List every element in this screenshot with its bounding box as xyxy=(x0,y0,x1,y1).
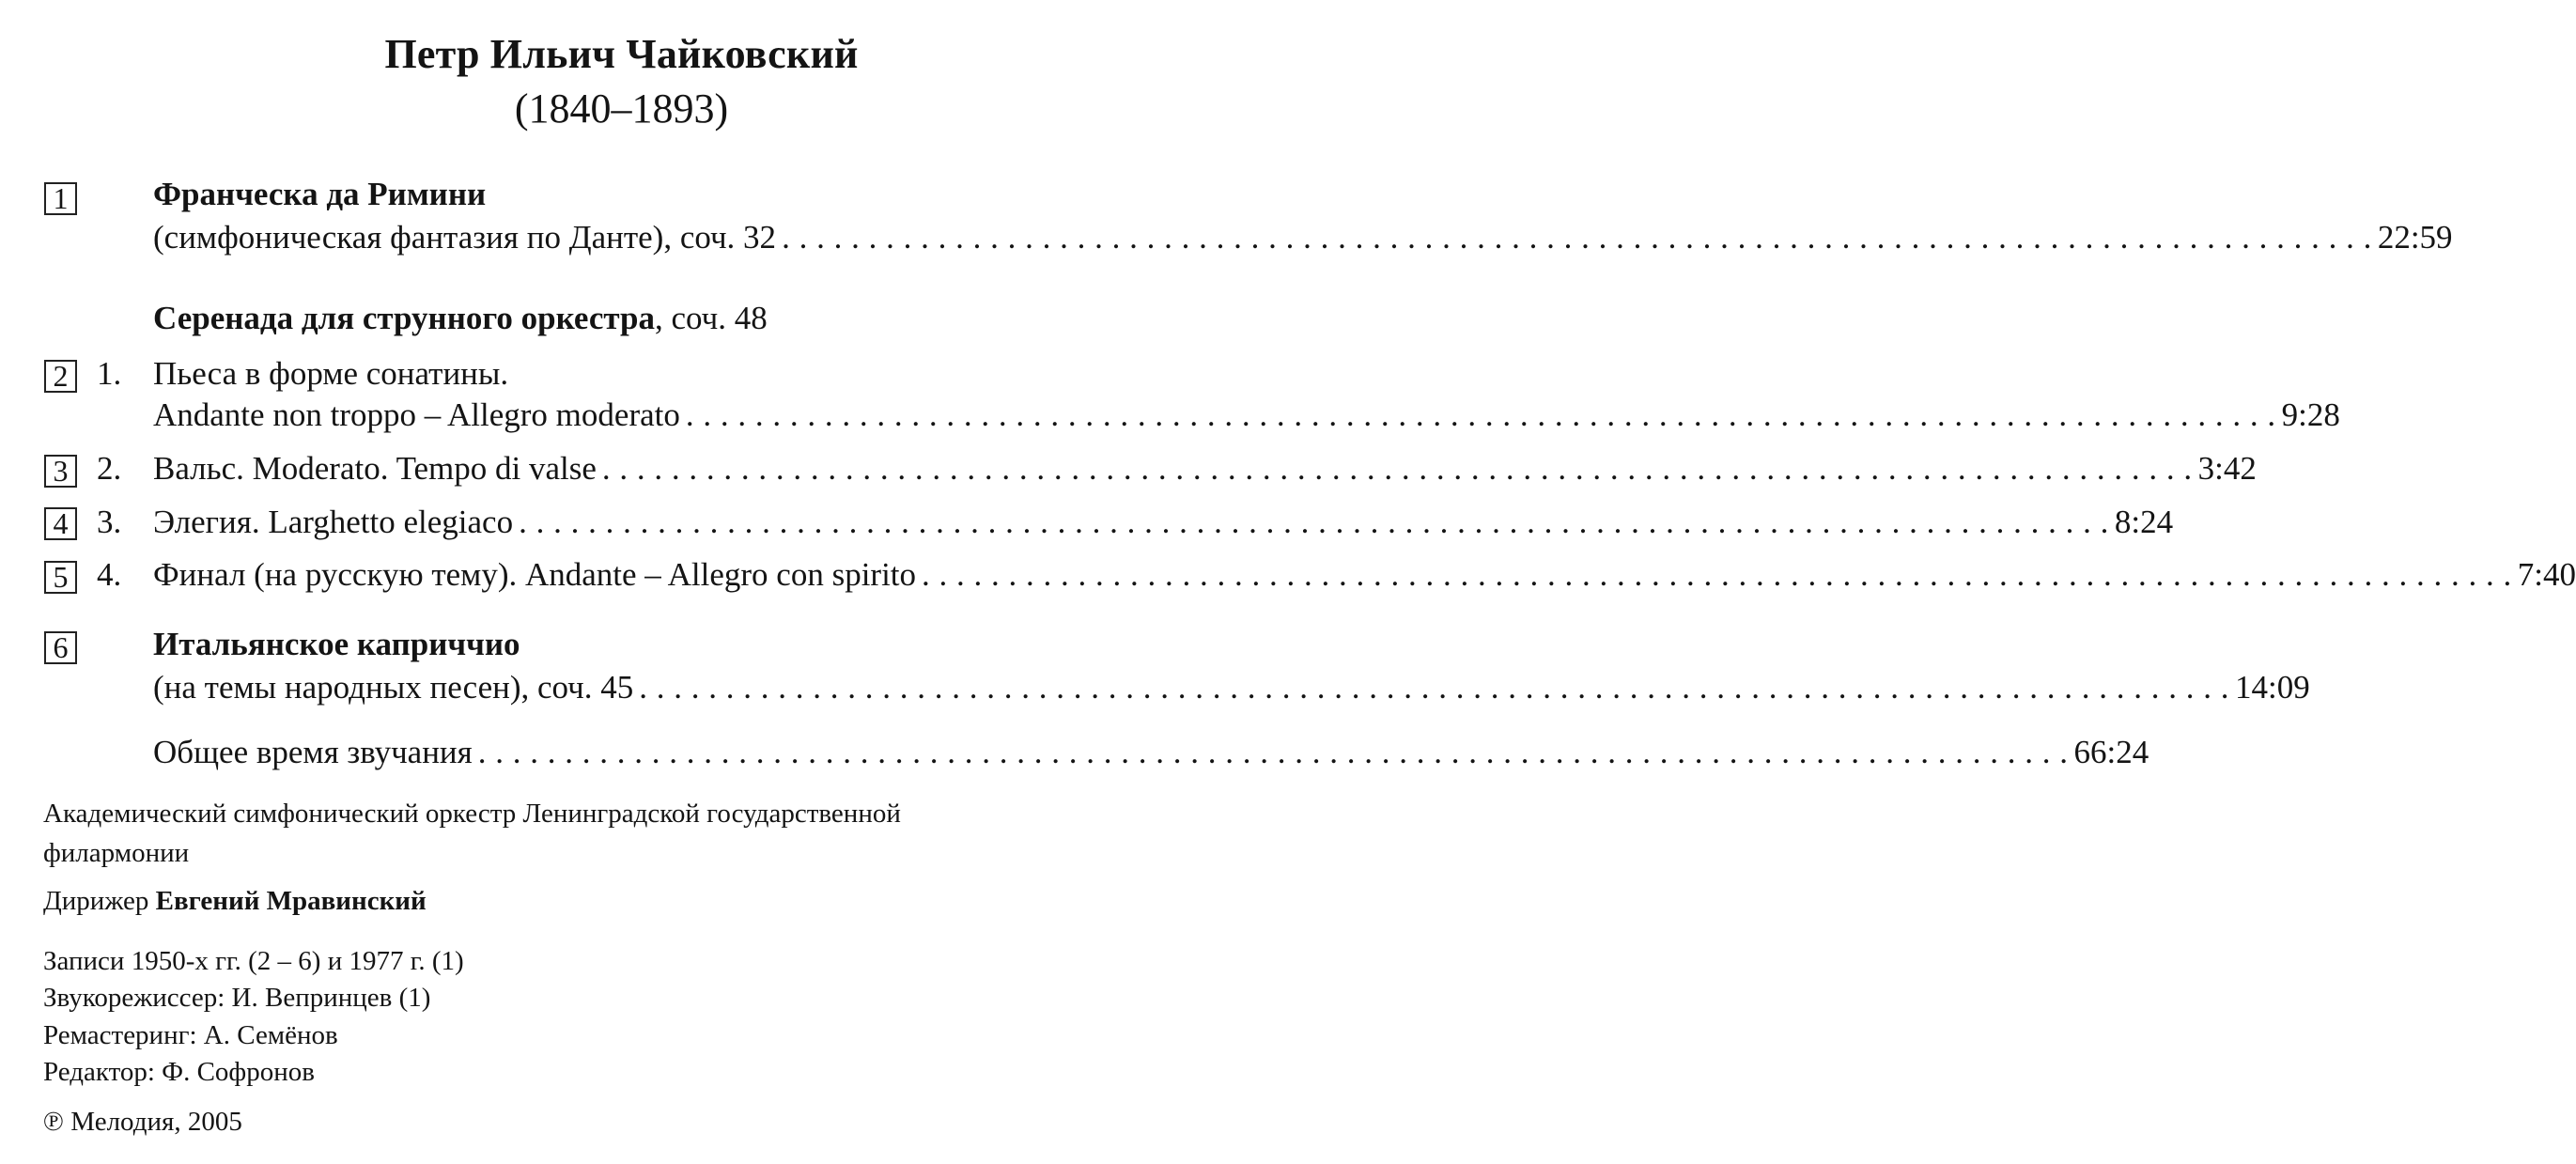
dot-leader: . . . . . . . . . . . . . . . . . . . . . . . . . . . . . . . . . . . . . . . . . . . . . . . . . . . . . . . . . . . . . . . . . . . . . . . . . . . . . . . . . . . . . . . . . . . . xyxy=(601,450,2193,487)
duration-movement-4: 7:40 xyxy=(2517,556,2576,593)
movement-number-4: 4. xyxy=(97,556,122,593)
track-line-movement-3 xyxy=(153,502,2174,543)
conductor-line xyxy=(43,883,427,919)
phonogram-icon: ℗ xyxy=(43,1107,65,1137)
dot-leader: . . . . . . . . . . . . . . . . . . . . . . . . . . . . . . . . . . . . . . . . . . . . . . . . . . . . . . . . . . . . . . . . . . . . . . . . . . . . . . . . . . . . . . . . . . . . xyxy=(639,669,2229,706)
track-line-movement-4 xyxy=(153,554,2576,596)
track-line-movement-1 xyxy=(153,395,2340,436)
duration-capriccio: 14:09 xyxy=(2234,669,2310,706)
composer-name: Петр Ильич Чайковский xyxy=(384,31,859,77)
track-line-capriccio xyxy=(153,667,2310,708)
work-subtitle-francesca: (симфоническая фантазия по Данте), соч. 32 xyxy=(153,219,777,256)
sound-engineer: Звукорежиссер: И. Вепринцев (1) xyxy=(43,983,431,1013)
orchestra-name-line1: Академический симфонический оркестр Ленинградской государственной xyxy=(43,799,901,829)
composer-years: (1840–1893) xyxy=(514,85,729,132)
track-number-1: 1 xyxy=(44,182,77,215)
track-number-5: 5 xyxy=(44,561,77,594)
movement-number-1: 1. xyxy=(97,355,122,392)
movement-title-4: Финал (на русскую тему). Andante – Allegro con spirito xyxy=(153,556,917,593)
remastering-credit: Ремастеринг: А. Семёнов xyxy=(43,1020,338,1050)
track-number-2: 2 xyxy=(44,360,77,393)
duration-movement-3: 8:24 xyxy=(2114,504,2174,540)
editor-credit: Редактор: Ф. Софронов xyxy=(43,1057,315,1087)
conductor-label: Дирижер xyxy=(43,886,156,916)
movement-number-3: 3. xyxy=(97,504,122,540)
movement-title-2: Вальс. Moderato. Tempo di valse xyxy=(153,450,597,487)
track-number-3: 3 xyxy=(44,455,77,488)
track-line-movement-2 xyxy=(153,448,2257,489)
work-title-francesca: Франческа да Римини xyxy=(153,176,487,212)
conductor-name: Евгений Мравинский xyxy=(155,886,427,916)
work-title-capriccio: Итальянское каприччио xyxy=(153,626,520,662)
dot-leader: . . . . . . . . . . . . . . . . . . . . . . . . . . . . . . . . . . . . . . . . . . . . . . . . . . . . . . . . . . . . . . . . . . . . . . . . . . . . . . . . . . . . . . . . . . . . xyxy=(519,504,2109,540)
dot-leader: . . . . . . . . . . . . . . . . . . . . . . . . . . . . . . . . . . . . . . . . . . . . . . . . . . . . . . . . . . . . . . . . . . . . . . . . . . . . . . . . . . . . . . . . . . . . xyxy=(685,396,2276,433)
dot-leader: . . . . . . . . . . . . . . . . . . . . . . . . . . . . . . . . . . . . . . . . . . . . . . . . . . . . . . . . . . . . . . . . . . . . . . . . . . . . . . . . . . . . . . . . . . . . xyxy=(782,219,2372,256)
track-line-total xyxy=(153,732,2149,773)
copyright-line xyxy=(43,1104,242,1140)
dot-leader: . . . . . . . . . . . . . . . . . . . . . . . . . . . . . . . . . . . . . . . . . . . . . . . . . . . . . . . . . . . . . . . . . . . . . . . . . . . . . . . . . . . . . . . . . . . . xyxy=(922,556,2512,593)
total-time-label: Общее время звучания xyxy=(153,734,473,770)
recording-dates: Записи 1950-х гг. (2 – 6) и 1977 г. (1) xyxy=(43,946,464,976)
work-title-serenade: Серенада для струнного оркестра, соч. 48 xyxy=(153,300,768,336)
movement-title-3: Элегия. Larghetto elegiaco xyxy=(153,504,514,540)
movement-tempo-1: Andante non troppo – Allegro moderato xyxy=(153,396,680,433)
track-number-4: 4 xyxy=(44,507,77,540)
orchestra-name-line2: филармонии xyxy=(43,838,190,868)
duration-francesca: 22:59 xyxy=(2377,219,2453,256)
movement-number-2: 2. xyxy=(97,450,122,487)
dot-leader: . . . . . . . . . . . . . . . . . . . . . . . . . . . . . . . . . . . . . . . . . . . . . . . . . . . . . . . . . . . . . . . . . . . . . . . . . . . . . . . . . . . . . . . . . . . . xyxy=(477,734,2069,770)
movement-title-1: Пьеса в форме сонатины. xyxy=(153,355,509,392)
total-time-duration: 66:24 xyxy=(2073,734,2149,770)
duration-movement-1: 9:28 xyxy=(2281,396,2340,433)
track-number-6: 6 xyxy=(44,631,77,664)
copyright-text: Мелодия, 2005 xyxy=(70,1107,242,1137)
duration-movement-2: 3:42 xyxy=(2197,450,2257,487)
work-subtitle-capriccio: (на темы народных песен), соч. 45 xyxy=(153,669,634,706)
track-line-francesca xyxy=(153,217,2453,258)
